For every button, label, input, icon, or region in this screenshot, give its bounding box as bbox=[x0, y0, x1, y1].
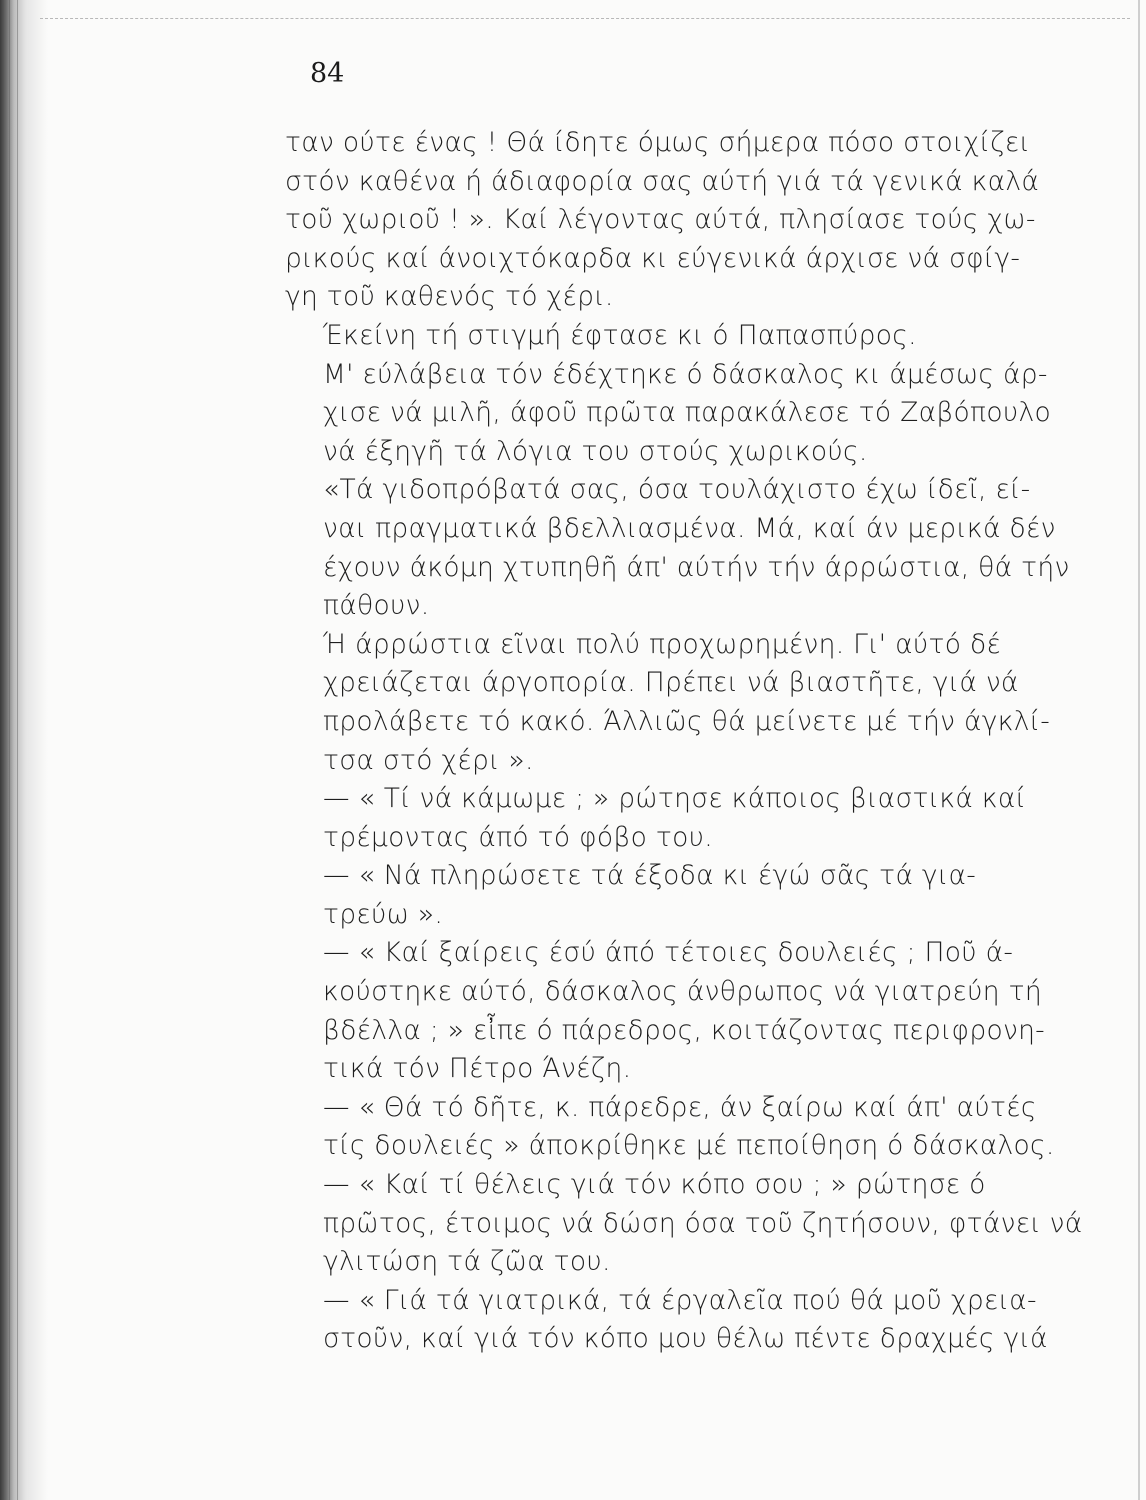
text-line: γη τοῦ καθενός τό χέρι. bbox=[285, 281, 614, 313]
text-line: έχουν άκόμη χτυπηθῆ άπ' αύτήν τήν άρρώστια, θά τήν bbox=[323, 551, 1070, 583]
binding-line bbox=[9, 0, 10, 1500]
page-top-edge bbox=[40, 18, 1130, 20]
text-line: πάθουν. bbox=[323, 590, 430, 622]
text-line: τρέμοντας άπό τό φόβο του. bbox=[323, 821, 713, 853]
text-line: προλάβετε τό κακό. Άλλιῶς θά μείνετε μέ τήν άγκλί- bbox=[323, 705, 1051, 737]
text-line: γλιτώση τά ζῶα του. bbox=[323, 1246, 611, 1278]
paragraph bbox=[285, 626, 1090, 780]
text-line: Μ' εύλάβεια τόν έδέχτηκε ό δάσκαλος κι άμέσως άρ- bbox=[323, 358, 1048, 390]
paragraph bbox=[285, 1089, 1090, 1166]
text-line: «Τά γιδοπρόβατά σας, όσα τουλάχιστο έχω ίδεῖ, εί- bbox=[323, 474, 1031, 506]
text-line: χισε νά μιλῆ, άφοῦ πρῶτα παρακάλεσε τό Ζαβόπουλο bbox=[323, 397, 1051, 429]
paragraph bbox=[285, 857, 1090, 934]
text-line: πρῶτος, έτοιμος νά δώση όσα τοῦ ζητήσουν, φτάνει νά bbox=[323, 1207, 1083, 1239]
paragraph bbox=[285, 471, 1090, 625]
text-line: βδέλλα ; » εἶπε ό πάρεδρος, κοιτάζοντας περιφρονη- bbox=[323, 1014, 1046, 1046]
body-text bbox=[285, 124, 1090, 1359]
book-binding-edge bbox=[0, 0, 48, 1500]
page-right-edge bbox=[1138, 0, 1140, 1500]
text-line: στόν καθένα ή άδιαφορία σας αύτή γιά τά γενικά καλά bbox=[285, 165, 1040, 197]
binding-line bbox=[17, 0, 18, 1500]
text-line: στοῦν, καί γιά τόν κόπο μου θέλω πέντε δραχμές γιά bbox=[323, 1323, 1048, 1355]
text-line: Ή άρρώστια εῖναι πολύ προχωρημένη. Γι' αύτό δέ bbox=[323, 628, 1002, 660]
text-line: τικά τόν Πέτρο Άνέζη. bbox=[323, 1053, 632, 1085]
text-line: τρεύω ». bbox=[323, 898, 444, 930]
paragraph bbox=[285, 934, 1090, 1088]
text-line: — « Καί τί θέλεις γιά τόν κόπο σου ; » ρώτησε ό bbox=[323, 1169, 986, 1201]
paragraph bbox=[285, 124, 1090, 317]
text-line: — « Νά πληρώσετε τά έξοδα κι έγώ σᾶς τά για- bbox=[323, 860, 977, 892]
page-number: 84 bbox=[310, 58, 345, 89]
paragraph bbox=[285, 780, 1090, 857]
paragraph bbox=[285, 317, 1090, 356]
text-line: ναι πραγματικά βδελλιασμένα. Μά, καί άν μερικά δέν bbox=[323, 512, 1056, 544]
paragraph bbox=[285, 1282, 1090, 1359]
text-line: τίς δουλειές » άποκρίθηκε μέ πεποίθηση ό δάσκαλος. bbox=[323, 1130, 1055, 1162]
binding-line bbox=[3, 0, 4, 1500]
text-line: — « Τί νά κάμωμε ; » ρώτησε κάποιος βιαστικά καί bbox=[323, 783, 1027, 815]
paragraph bbox=[285, 1166, 1090, 1282]
text-line: — « Γιά τά γιατρικά, τά έργαλεῖα πού θά μοῦ χρεια- bbox=[323, 1284, 1037, 1316]
text-line: — « Θά τό δῆτε, κ. πάρεδρε, άν ξαίρω καί άπ' αύτές bbox=[323, 1091, 1037, 1123]
text-line: τσα στό χέρι ». bbox=[323, 744, 534, 776]
text-line: Έκείνη τή στιγμή έφτασε κι ό Παπασπύρος. bbox=[323, 319, 917, 351]
text-line: τοῦ χωριοῦ ! ». Καί λέγοντας αύτά, πλησίασε τούς χω- bbox=[285, 204, 1036, 236]
text-line: χρειάζεται άργοπορία. Πρέπει νά βιαστῆτε, γιά νά bbox=[323, 667, 1019, 699]
text-line: — « Καί ξαίρεις έσύ άπό τέτοιες δουλειές ; Ποῦ ά- bbox=[323, 937, 1014, 969]
text-line: νά έξηγῆ τά λόγια του στούς χωρικούς. bbox=[323, 435, 868, 467]
paragraph bbox=[285, 356, 1090, 472]
text-line: ρικούς καί άνοιχτόκαρδα κι εύγενικά άρχισε νά σφίγ- bbox=[285, 242, 1021, 274]
text-line: ταν ούτε ένας ! Θά ίδητε όμως σήμερα πόσο στοιχίζει bbox=[285, 127, 1031, 158]
text-line: κούστηκε αύτό, δάσκαλος άνθρωπος νά γιατρεύη τή bbox=[323, 976, 1042, 1008]
